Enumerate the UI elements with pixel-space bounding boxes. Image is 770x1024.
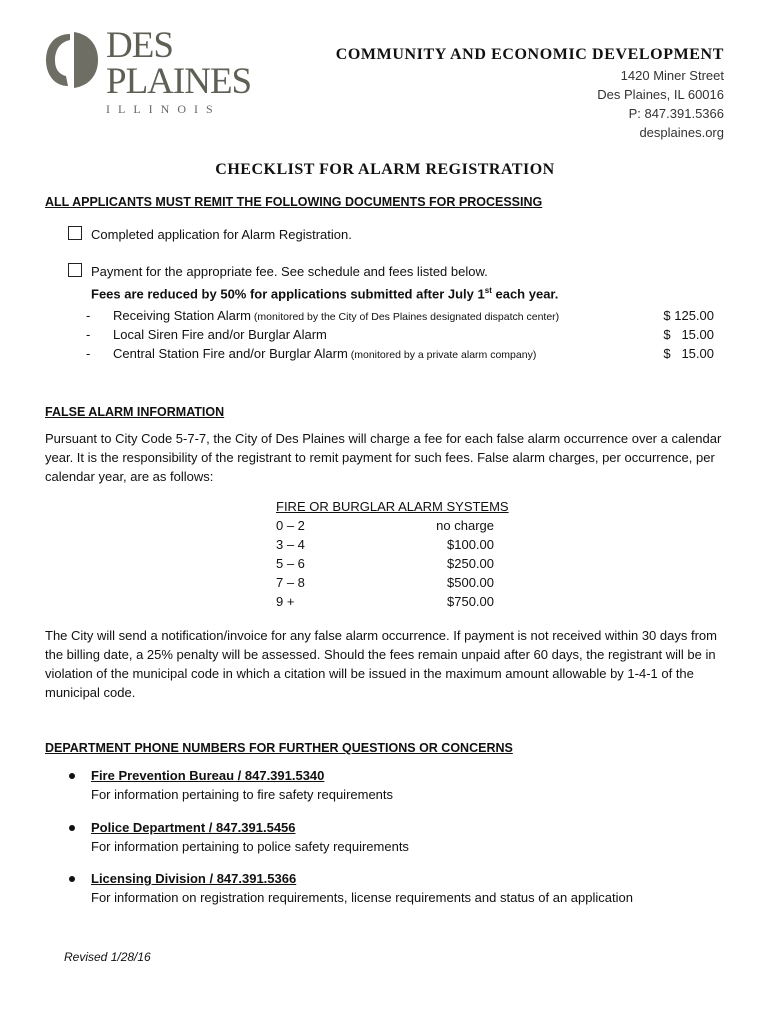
fee-dash: - [86, 327, 91, 342]
fee-dash: - [86, 346, 91, 361]
section-heading-phone-numbers: DEPARTMENT PHONE NUMBERS FOR FURTHER QUESTIONS OR CONCERNS [45, 741, 513, 755]
fee-reduction-note [91, 281, 558, 303]
revision-date: Revised 1/28/16 [64, 950, 151, 964]
contact-licensing-division[interactable]: Licensing Division / 847.391.5366 [91, 871, 297, 886]
occurrence-charge: $250.00 [447, 556, 494, 571]
fee-note: (monitored by the City of Des Plaines designated dispatch center) [251, 311, 560, 323]
penalty-paragraph: The City will send a notification/invoice for any false alarm occurrence. If payment is not received within 30 days from the billing date, a 25% penalty will be assessed. Should the fees remain unpaid after 60 days, the registrant will be in violation of the municipal code in which a citation will be issued in the maximum amount allowable by 1-4-1 of the municipal code. [45, 628, 717, 700]
table-row [276, 556, 494, 575]
logo-word-illinois: ILLINOIS [106, 102, 221, 116]
website-link[interactable]: desplaines.org [639, 125, 724, 140]
fee-label [113, 308, 559, 323]
section-heading-false-alarm: FALSE ALARM INFORMATION [45, 405, 225, 419]
fee-reduction-text-end: each year. [491, 286, 559, 302]
bullet-icon [69, 876, 75, 882]
occurrence-charge: $500.00 [447, 575, 494, 590]
fee-reduction-text: Fees are reduced by 50% for applications submitted after July 1 [91, 286, 485, 302]
checklist-item-payment: Payment for the appropriate fee. See schedule and fees listed below. [91, 264, 488, 279]
fee-amount: $ 15.00 [663, 327, 714, 342]
occurrence-range: 3 – 4 [276, 537, 305, 552]
checkbox-application[interactable] [68, 226, 82, 240]
fee-row [86, 308, 714, 327]
occurrence-charge: $750.00 [447, 594, 494, 609]
table-row [276, 537, 494, 556]
contact-description: For information on registration requirements, license requirements and status of an application [91, 890, 633, 905]
fee-name: Central Station Fire and/or Burglar Alarm [113, 346, 348, 361]
occurrence-charge: no charge [436, 518, 494, 533]
false-alarm-paragraph: Pursuant to City Code 5-7-7, the City of Des Plaines will charge a fee for each false alarm occurrence over a calendar year. It is the responsibility of the registrant to remit payment for such fees. False alarm charges, per occurrence, per calendar year, are as follows: [45, 431, 722, 484]
fee-name: Local Siren Fire and/or Burglar Alarm [113, 327, 327, 342]
contact-fire-prevention[interactable]: Fire Prevention Bureau / 847.391.5340 [91, 768, 325, 783]
fee-dash: - [86, 308, 91, 323]
bullet-icon [69, 825, 75, 831]
table-header-row [276, 499, 509, 518]
false-alarm-fee-table [276, 499, 509, 613]
checkbox-payment[interactable] [68, 263, 82, 277]
fee-amount: $ 15.00 [663, 346, 714, 361]
occurrence-range: 9 + [276, 594, 295, 609]
page-title: CHECKLIST FOR ALARM REGISTRATION [215, 161, 555, 178]
table-row [276, 518, 494, 537]
occurrence-range: 7 – 8 [276, 575, 305, 590]
section-heading-required-documents: ALL APPLICANTS MUST REMIT THE FOLLOWING DOCUMENTS FOR PROCESSING [45, 195, 543, 209]
fee-label [113, 346, 536, 361]
occurrence-range: 5 – 6 [276, 556, 305, 571]
logo-word-plaines: PLAINES [106, 61, 252, 102]
contact-description: For information pertaining to police safety requirements [91, 839, 409, 854]
checklist-item-application: Completed application for Alarm Registration. [91, 227, 352, 242]
table-heading: FIRE OR BURGLAR ALARM SYSTEMS [276, 499, 509, 514]
occurrence-charge: $100.00 [447, 537, 494, 552]
street-address: 1420 Miner Street [620, 68, 724, 83]
fee-reduction-superscript: st [484, 286, 492, 295]
fee-label [113, 327, 327, 342]
fee-amount: $ 125.00 [663, 308, 714, 323]
fee-name: Receiving Station Alarm [113, 308, 252, 323]
fee-note: (monitored by a private alarm company) [347, 349, 537, 361]
department-name: COMMUNITY AND ECONOMIC DEVELOPMENT [335, 46, 724, 63]
contact-police-department[interactable]: Police Department / 847.391.5456 [91, 820, 296, 835]
contact-description: For information pertaining to fire safety requirements [91, 787, 394, 802]
des-plaines-logo-mark-icon [44, 30, 100, 92]
fee-row [86, 346, 714, 365]
fee-row [86, 327, 714, 346]
city-state-zip: Des Plaines, IL 60016 [597, 87, 724, 102]
bullet-icon [69, 773, 75, 779]
table-row [276, 594, 494, 613]
table-row [276, 575, 494, 594]
occurrence-range: 0 – 2 [276, 518, 305, 533]
logo-word-des: DES [106, 25, 173, 66]
city-logo [44, 25, 252, 116]
phone-number: P: 847.391.5366 [628, 106, 724, 121]
